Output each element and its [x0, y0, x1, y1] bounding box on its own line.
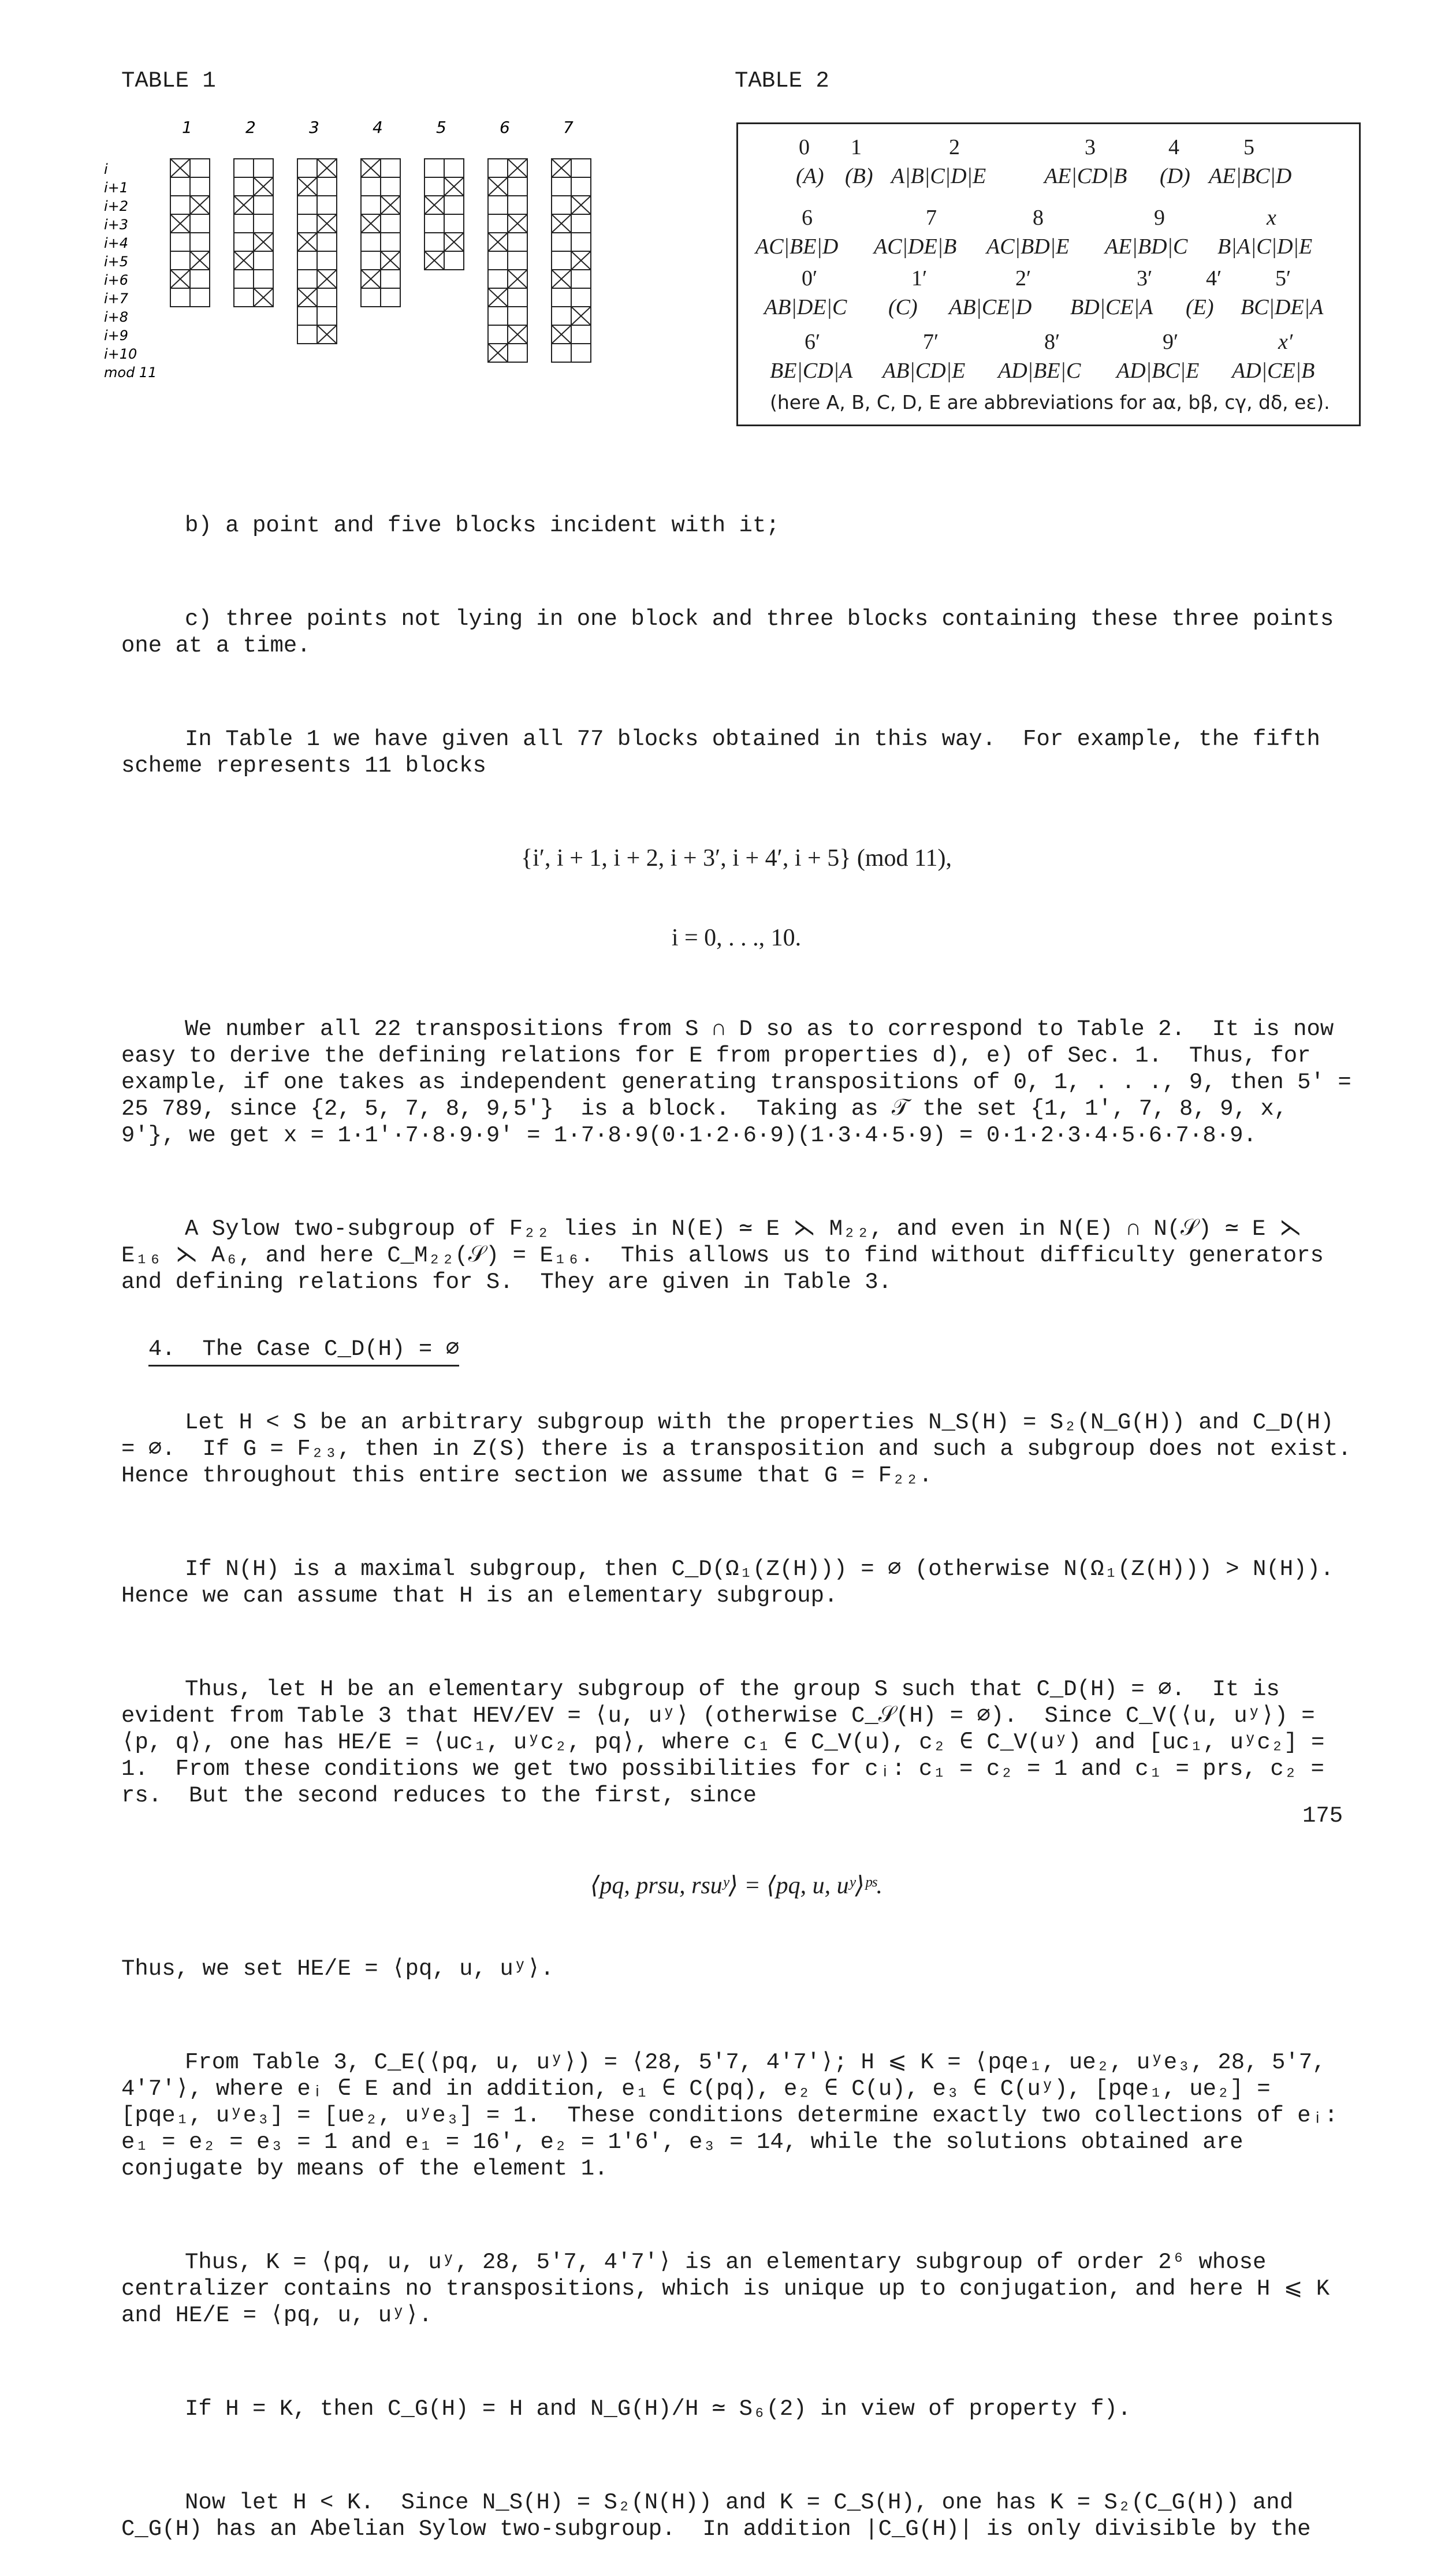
table1-column-number: 2 [245, 118, 256, 137]
table1-cell [170, 251, 190, 270]
table1-cell [444, 196, 464, 214]
table2-cell: BC|DE|A [1241, 295, 1324, 319]
table2-row-5 [738, 295, 1359, 323]
table1-cell [297, 270, 317, 288]
table1-cell [234, 177, 254, 196]
table1-cell [552, 177, 571, 196]
table1-cell [190, 233, 210, 251]
table2-cell: AB|CD|E [882, 359, 966, 383]
table1-cell [234, 270, 254, 288]
table1-cross [552, 270, 571, 288]
table2-note: (here A, B, C, D, E are abbreviations for aα, bβ, cγ, dδ, eε). [770, 391, 1330, 414]
table1-cell [424, 177, 444, 196]
table1-cross [381, 251, 400, 270]
table2-cell: AC|BE|D [755, 234, 839, 259]
table1-column-number: 6 [500, 118, 510, 137]
table1-cell [234, 159, 254, 177]
table1-cell [381, 159, 400, 177]
table1-cell [381, 233, 400, 251]
table2-cell: AB|DE|C [764, 295, 847, 319]
table1-cell [424, 233, 444, 251]
table2-cell: x [1267, 206, 1276, 230]
table1-cross [444, 233, 464, 251]
table1-row-label: i+1 [104, 180, 129, 196]
table1-cross [424, 196, 444, 214]
table2-cell: 0 [799, 135, 810, 159]
table1-figure [92, 110, 612, 433]
table2-cell: (E) [1186, 295, 1214, 319]
table2-cell: AE|CD|B [1044, 164, 1127, 188]
table2-cell: 2′ [1015, 266, 1032, 291]
table1-cross [488, 177, 508, 196]
table2-row-3 [738, 234, 1359, 263]
table2-cell: AD|BC|E [1116, 359, 1200, 383]
table1-cell [317, 307, 337, 325]
paragraph-3: A Sylow two-subgroup of F₂₂ lies in N(E) ≃ E ⋋ M₂₂, and even in N(E) ∩ N(𝒮) ≃ E ⋋ E₁₆ ⋋ A₆, and here C_M₂₂(𝒮) = E₁₆. This allows us to find without difficulty generators and defining relations for S. They are given in Table 3. [121, 1216, 1338, 1295]
table1-cross [488, 233, 508, 251]
table1-cell [488, 159, 508, 177]
table1-cross [488, 344, 508, 362]
table1-cell [552, 344, 571, 362]
table2-cell: AD|CE|B [1232, 359, 1315, 383]
table2-cell: 9′ [1163, 330, 1179, 354]
table1-cell [297, 196, 317, 214]
table1-cell [317, 233, 337, 251]
table1-row-label: i+5 [104, 254, 129, 270]
table1-cross [361, 214, 381, 233]
table1-cell [254, 214, 273, 233]
table1-row-label: i [104, 161, 108, 177]
table1-cell [424, 159, 444, 177]
table1-cross [234, 196, 254, 214]
table1-column-number: 7 [563, 118, 574, 137]
table1-cell [571, 288, 591, 307]
table1-cell [488, 307, 508, 325]
page-number: 175 [1302, 1803, 1343, 1829]
table2-cell: 4′ [1206, 266, 1222, 291]
table1-cell [488, 214, 508, 233]
table1-cell [190, 159, 210, 177]
formula-1: {i′, i + 1, i + 2, i + 3′, i + 4′, i + 5} (mod 11), [521, 845, 952, 872]
table1-cell [317, 196, 337, 214]
paragraph-10: If H = K, then C_G(H) = H and N_G(H)/H ≃ S₆(2) in view of property f). [185, 2396, 1131, 2422]
table2-title: TABLE 2 [735, 68, 829, 94]
table1-row-label: i+2 [104, 198, 129, 214]
table2-cell: A|B|C|D|E [891, 164, 986, 188]
table1-cell [488, 270, 508, 288]
paragraph-6: Thus, let H be an elementary subgroup of the group S such that C_D(H) = ∅. It is evident from Table 3 that HEV/EV = ⟨u, uʸ⟩ (otherwise C_𝒮(H) = ∅). Since C_V(⟨u, uʸ⟩) = ⟨p, q⟩, one has HE/E = ⟨uc₁, uʸc₂, pq⟩, where c₁ ∈ C_V(u), c₂ ∈ C_V(uʸ) and [uc₁, uʸc₂] = 1. From these conditions we get two possibilities for cᵢ: c₁ = c₂ = 1 and c₁ = prs, c₂ = rs. But the second reduces to the first, since [121, 1677, 1338, 1808]
table1-cell [571, 177, 591, 196]
table1-cell [170, 196, 190, 214]
table1-cross [170, 214, 190, 233]
table1-cell [361, 196, 381, 214]
table1-cell [361, 233, 381, 251]
paragraph-5: If N(H) is a maximal subgroup, then C_D(Ω₁(Z(H))) = ∅ (otherwise N(Ω₁(Z(H))) > N(H)). Hence we can assume that H is an elementary subgroup. [121, 1557, 1361, 1609]
table1-row-label: i+6 [104, 272, 129, 288]
table1-cell [297, 251, 317, 270]
table2-cell: AC|DE|B [874, 234, 957, 259]
table2-cell: BE|CD|A [770, 359, 853, 383]
table1-cross [361, 159, 381, 177]
table1-cell [254, 270, 273, 288]
table1-cell [170, 233, 190, 251]
table2-cell: 1′ [911, 266, 928, 291]
table1-cell [254, 251, 273, 270]
table1-cell [234, 233, 254, 251]
paragraph-4: Let H < S be an arbitrary subgroup with the properties N_S(H) = S₂(N_G(H)) and C_D(H) = ∅. If G = F₂₃, then in Z(S) there is a transposition and such a subgroup does not exist. Hence throughout this entire section we assume that G = F₂₂. [121, 1410, 1379, 1488]
table2-cell: 3′ [1137, 266, 1153, 291]
table1-cell [444, 251, 464, 270]
table1-column-number: 4 [373, 118, 383, 137]
table1-cross [317, 214, 337, 233]
table1-cross [508, 214, 527, 233]
table2-cell: x′ [1278, 330, 1293, 354]
table1-cell [508, 196, 527, 214]
table1-cross [297, 288, 317, 307]
table2-cell: 9 [1154, 206, 1165, 230]
table2-cell: (A) [796, 164, 824, 188]
table2-cell: B|A|C|D|E [1217, 234, 1313, 259]
table1-cell [552, 196, 571, 214]
table1-cell [297, 159, 317, 177]
table2-cell: AD|BE|C [998, 359, 1081, 383]
table2-row-2 [738, 205, 1359, 234]
table1-cell [488, 325, 508, 344]
paragraph-1: In Table 1 we have given all 77 blocks obtained in this way. For example, the fifth scheme represents 11 blocks [121, 727, 1334, 779]
table2-cell: 6 [802, 206, 813, 230]
table1-cross [508, 325, 527, 344]
table1-cross [552, 214, 571, 233]
table2-cell: 4 [1168, 135, 1179, 159]
table1-cross [317, 325, 337, 344]
table1-cross [571, 307, 591, 325]
table2-cell: 3 [1085, 135, 1096, 159]
table2-cell: 5 [1243, 135, 1254, 159]
table1-cross [571, 196, 591, 214]
table2-cell: (B) [845, 164, 873, 188]
table1-cell [234, 288, 254, 307]
table1-cell [190, 270, 210, 288]
table1-cross [317, 159, 337, 177]
table2-row-1 [738, 163, 1359, 192]
table1-cross [552, 325, 571, 344]
table1-cell [254, 196, 273, 214]
table1-row-label: i+8 [104, 309, 129, 325]
table2-cell: 8 [1033, 206, 1044, 230]
table1-cell [190, 288, 210, 307]
table2-cell: (D) [1160, 164, 1190, 188]
table2-cell: 1 [851, 135, 862, 159]
table1-cross [170, 159, 190, 177]
section-heading: 4. The Case C_D(H) = ∅ [148, 1336, 459, 1367]
table1-cell [571, 214, 591, 233]
table1-cross [552, 159, 571, 177]
table1-cell [170, 288, 190, 307]
table1-cross [444, 177, 464, 196]
table1-column-number: 5 [436, 118, 446, 137]
table1-row-label: i+4 [104, 235, 129, 251]
table1-cell [297, 307, 317, 325]
table2-row-4 [738, 266, 1359, 295]
paragraph-7: Thus, we set HE/E = ⟨pq, u, uʸ⟩. [121, 1956, 554, 1982]
table2-cell: 5′ [1275, 266, 1291, 291]
paragraph-9: Thus, K = ⟨pq, u, uʸ, 28, 5′7, 4′7′⟩ is an elementary subgroup of order 2⁶ whose centralizer contains no transpositions, which is unique up to conjugation, and here H ⩽ K and HE/E = ⟨pq, u, uʸ⟩. [121, 2250, 1343, 2328]
table1-cross [190, 196, 210, 214]
table1-cross [488, 288, 508, 307]
table1-cross [361, 270, 381, 288]
table1-cell [508, 344, 527, 362]
table1-cell [488, 196, 508, 214]
table1-mod-label: mod 11 [104, 364, 157, 381]
table1-cell [361, 177, 381, 196]
table1-cell [234, 214, 254, 233]
table1-cell [190, 214, 210, 233]
table1-cell [381, 270, 400, 288]
table2-row-0 [738, 135, 1359, 163]
table1-row-label: i+10 [104, 346, 137, 362]
table2-cell: 7′ [923, 330, 939, 354]
table1-cell [381, 177, 400, 196]
table1-cross [508, 270, 527, 288]
table1-cross [190, 251, 210, 270]
table2-row-6 [738, 329, 1359, 358]
table2-cell: AC|BD|E [986, 234, 1070, 259]
table1-cell [571, 233, 591, 251]
table2-row-7 [738, 358, 1359, 387]
table1-title: TABLE 1 [121, 68, 216, 94]
table1-cell [170, 177, 190, 196]
table1-cell [552, 251, 571, 270]
table1-cell [297, 214, 317, 233]
table1-cell [424, 214, 444, 233]
table2-cell: 7 [926, 206, 937, 230]
table1-cell [317, 288, 337, 307]
item-c: c) three points not lying in one block and three blocks containing these three points one at a time. [121, 606, 1347, 658]
table1-cell [552, 307, 571, 325]
table1-cross [254, 233, 273, 251]
table1-cell [254, 159, 273, 177]
body-text [121, 459, 1379, 2569]
table1-row-label: i+3 [104, 217, 129, 233]
table2-cell: AB|CE|D [949, 295, 1032, 319]
table2-cell: AE|BD|C [1105, 234, 1188, 259]
table1-cell [508, 177, 527, 196]
table1-cross [424, 251, 444, 270]
table1-cell [381, 288, 400, 307]
table1-cell [361, 251, 381, 270]
paragraph-8: From Table 3, C_E(⟨pq, u, uʸ⟩) = ⟨28, 5′7, 4′7′⟩; H ⩽ K = ⟨pqe₁, ue₂, uʸe₃, 28, 5′7, 4′7′⟩, where eᵢ ∈ E and in addition, e₁ ∈ C(pq), e₂ ∈ C(u), e₃ ∈ C(uʸ), [pqe₁, ue₂] = [pqe₁, uʸe₃] = [ue₂, uʸe₃] = 1. These conditions determine exactly two collections of eᵢ: e₁ = e₂ = e₃ = 1 and e₁ = 16′, e₂ = 1′6′, e₃ = 14, while the solutions obtained are conjugate by means of the element 1. [121, 2050, 1351, 2181]
table1-cross [234, 251, 254, 270]
table1-cell [488, 251, 508, 270]
item-b: b) a point and five blocks incident with it; [185, 513, 780, 538]
table2-cell: 2 [949, 135, 960, 159]
table2-cell: BD|CE|A [1070, 295, 1153, 319]
table2 [736, 122, 1361, 426]
paragraph-11: Now let H < K. Since N_S(H) = S₂(N(H)) and K = C_S(H), one has K = S₂(C_G(H)) and C_G(H) has an Abelian Sylow two-subgroup. In addition |C_G(H)| is only divisible by the [121, 2490, 1311, 2542]
table1-cell [444, 214, 464, 233]
table1-cell [297, 325, 317, 344]
table1-cell [552, 233, 571, 251]
formula-3: ⟨pq, prsu, rsuʸ⟩ = ⟨pq, u, uʸ⟩ᵖˢ. [590, 1872, 882, 1899]
table1-cell [508, 288, 527, 307]
table1-cross [254, 288, 273, 307]
table1-cell [381, 214, 400, 233]
table1-cross [297, 177, 317, 196]
table2-cell: AE|BC|D [1209, 164, 1292, 188]
table1-cell [571, 325, 591, 344]
table1-cross [571, 251, 591, 270]
table1-column-number: 1 [182, 118, 192, 137]
table1-cross [381, 196, 400, 214]
table2-cell: 8′ [1044, 330, 1060, 354]
table1-cell [571, 344, 591, 362]
table2-cell: 6′ [805, 330, 821, 354]
table1-cross [297, 233, 317, 251]
formula-2: i = 0, . . ., 10. [671, 925, 802, 951]
table1-row-label: i+7 [104, 291, 129, 307]
table1-cross [317, 270, 337, 288]
table2-cell: (C) [888, 295, 918, 319]
table1-cell [190, 177, 210, 196]
table1-cross [254, 177, 273, 196]
table1-cell [571, 270, 591, 288]
table1-cell [508, 251, 527, 270]
table1-cell [552, 288, 571, 307]
table1-cell [571, 159, 591, 177]
table1-cell [508, 307, 527, 325]
table1-row-label: i+9 [104, 327, 129, 344]
table1-cell [361, 288, 381, 307]
table1-cell [317, 177, 337, 196]
table1-column-number: 3 [309, 118, 319, 137]
table1-cell [508, 233, 527, 251]
table1-cross [170, 270, 190, 288]
table1-cell [317, 251, 337, 270]
table1-cell [444, 159, 464, 177]
table2-cell: 0′ [802, 266, 818, 291]
paragraph-2: We number all 22 transpositions from S ∩ D so as to correspond to Table 2. It is now easy to derive the defining relations for E from properties d), e) of Sec. 1. Thus, for example, if one takes as independent generating transpositions of 0, 1, . . ., 9, then 5′ = 25 789, since {2, 5, 7, 8, 9,5′} is a block. Taking as 𝒯 the set {1, 1′, 7, 8, 9, x, 9′}, we get x = 1·1′·7·8·9·9′ = 1·7·8·9(0·1·2·6·9)(1·3·4·5·9) = 0·1·2·3·4·5·6·7·8·9. [121, 1017, 1365, 1148]
table1-cross [508, 159, 527, 177]
